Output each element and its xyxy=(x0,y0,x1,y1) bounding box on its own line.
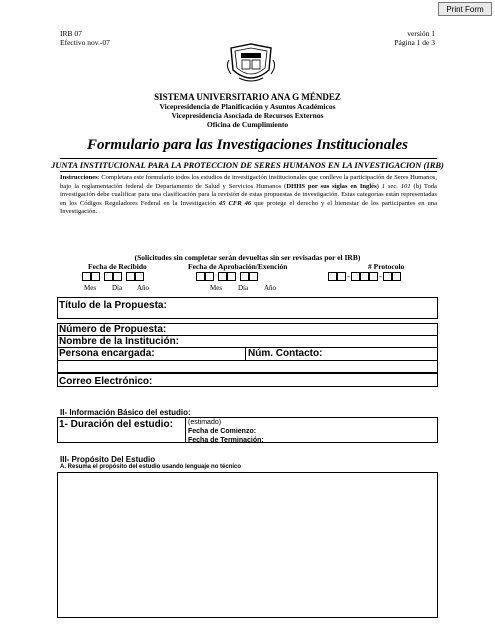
institution-name-field[interactable]: Nombre de la Institución: xyxy=(59,336,180,347)
approval-month: Mes xyxy=(210,284,223,292)
form-code: IRB 07 xyxy=(60,29,82,38)
incomplete-note: (Solicitudes sin completar serán devueltas sin ser revisadas por el IRB) xyxy=(134,253,361,262)
effective-date: Efectivo nov.-07 xyxy=(60,38,110,47)
proposal-number-field[interactable]: Número de Propuesta: xyxy=(59,324,167,335)
vp-external: Vicepresidencia Asociada de Recursos Externos xyxy=(171,111,324,120)
institution-name: SISTEMA UNIVERSITARIO ANA G MÉNDEZ xyxy=(154,92,341,102)
vp-academic: Vicepresidencia de Planificación y Asuntos Académicos xyxy=(159,102,336,111)
print-form-button[interactable]: Print Form xyxy=(438,2,492,16)
email-field[interactable]: Correo Electrónico: xyxy=(59,376,153,387)
start-date-field[interactable]: Fecha de Comienzo: xyxy=(188,428,257,435)
section3-heading: III- Propósito Del Estudio xyxy=(60,455,156,464)
instructions-label: Instrucciones xyxy=(60,174,98,181)
approval-day: Día xyxy=(238,284,249,292)
university-seal-icon xyxy=(225,40,277,88)
estimated-note: (estimado) xyxy=(188,419,222,426)
instructions-paragraph: Instrucciones: Completara este formulario todos los estudios de investigación institucionales que conlleve la participación de Seres Humanos, bajo la reglamentación federal de Departamento de Salud y Servicios Humanos (DHHS por sus siglas en Inglés) 1 sec. 101 (b) Toda investigación debe cualificar para una clasificación para la revisión de estas propuestas de investigación. Estas categorías están representadas en los Códigos Reguladores Federal en la Investigación 45 CFR 46 que protege el derecho y el bienestar de los participantes en una Investigación. xyxy=(60,174,437,216)
duration-label: 1- Duración del estudio: xyxy=(59,419,173,430)
header-left xyxy=(60,29,110,47)
contact-number-field[interactable]: Núm. Contacto: xyxy=(248,348,323,359)
protocol-number-boxes[interactable]: - - xyxy=(328,272,401,290)
divider-bottom xyxy=(60,171,437,172)
person-in-charge-field[interactable]: Persona encargada: xyxy=(59,348,155,359)
proposal-title-label: Título de la Propuesta: xyxy=(59,300,167,311)
version: versión 1 xyxy=(407,29,435,38)
form-title: Formulario para las Investigaciones Institucionales xyxy=(87,137,408,153)
approval-year: Año xyxy=(264,284,277,292)
compliance-office: Oficina de Cumplimiento xyxy=(206,120,289,129)
approval-date-label: Fecha de Aprobación/Exención xyxy=(188,262,288,271)
received-year: Año xyxy=(137,284,150,292)
received-day: Día xyxy=(112,284,123,292)
divider-top xyxy=(60,158,437,159)
purpose-instruction: A. Resuma el propósito del estudio usando lenguaje no técnico xyxy=(60,464,242,470)
header-right xyxy=(394,29,435,47)
page-number: Página 1 de 3 xyxy=(394,38,435,47)
junta-heading: JUNTA INSTITUCIONAL PARA LA PROTECCION DE SERES HUMANOS EN LA INVESTIGACION (IRB) xyxy=(51,160,444,170)
approval-date-boxes[interactable] xyxy=(196,272,258,290)
protocol-label: # Protocolo xyxy=(368,262,405,271)
received-date-label: Fecha de Recibido xyxy=(88,262,147,271)
end-date-field[interactable]: Fecha de Terminación: xyxy=(188,437,264,444)
purpose-textarea[interactable] xyxy=(57,472,438,618)
section2-heading: II- Información Básico del estudio: xyxy=(60,408,191,417)
received-month: Mes xyxy=(84,284,97,292)
